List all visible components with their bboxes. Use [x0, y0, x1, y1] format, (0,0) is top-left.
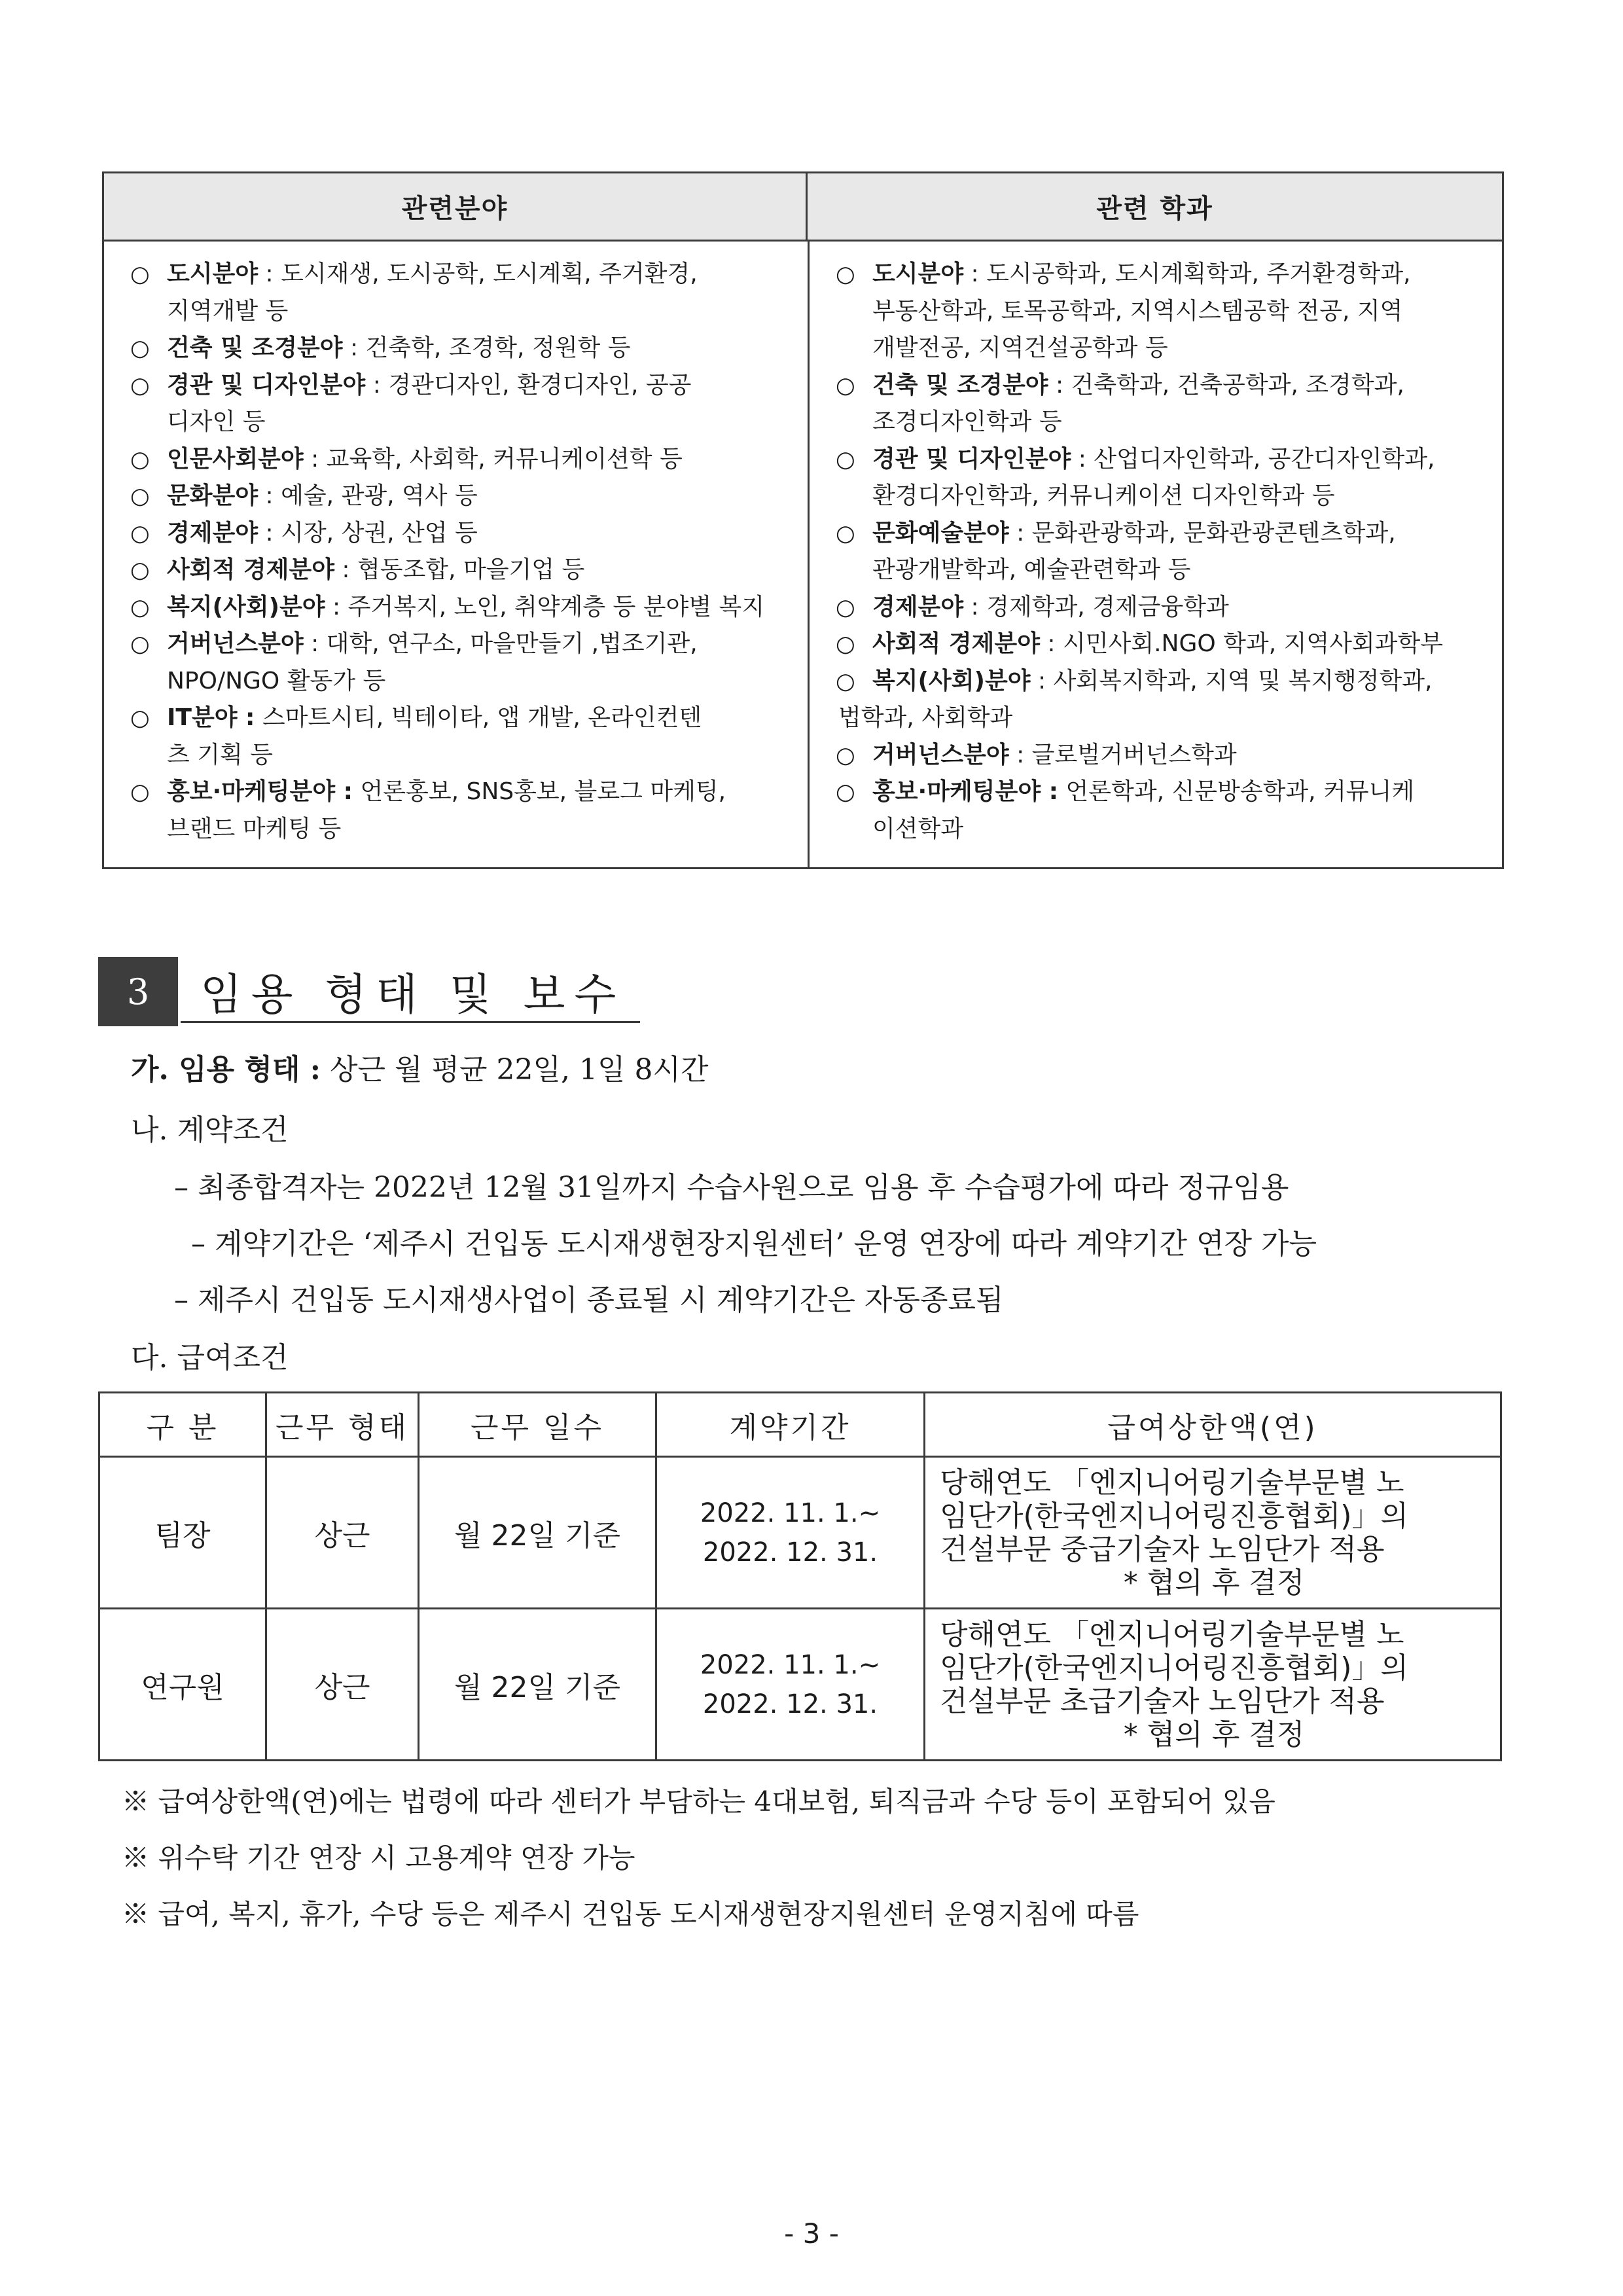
- salary-conditions-label: 다. 급여조건: [131, 1341, 289, 1374]
- employment-type-label: 가. 임용 형태 :: [131, 1053, 321, 1086]
- list-item: [829, 663, 1490, 737]
- field-description-continued: 조경디자인학과 등: [872, 408, 1062, 435]
- field-description: : 교육학, 사회학, 커뮤니케이션학 등: [303, 445, 683, 473]
- table-row: [99, 1457, 1501, 1609]
- section-number-badge: 3: [98, 957, 178, 1026]
- field-name: 도시분야: [167, 260, 259, 287]
- list-item: [829, 626, 1490, 663]
- departments-column: [829, 256, 1490, 848]
- period-end: 2022. 12. 31.: [702, 1689, 878, 1719]
- table-row: [99, 1609, 1501, 1761]
- employment-type-text: 상근 월 평균 22일, 1일 8시간: [321, 1053, 709, 1086]
- circle-bullet-icon: ○: [130, 557, 150, 583]
- work-days-cell: 월 22일 기준: [419, 1457, 656, 1609]
- field-description: 언론학과, 신문방송학과, 커뮤니케: [1058, 778, 1415, 805]
- field-description-continued: NPO/NGO 활동가 등: [167, 667, 386, 694]
- list-item: [124, 256, 791, 330]
- period-start: 2022. 11. 1.~: [700, 1649, 881, 1680]
- field-description-continued: 이션학과: [872, 815, 964, 842]
- field-description: : 문화관광학과, 문화관광콘텐츠학과,: [1008, 519, 1396, 547]
- field-name: 건축 및 조경분야: [872, 371, 1048, 399]
- note-contract-extension: ※ 위수탁 기간 연장 시 고용계약 연장 가능: [122, 1842, 635, 1874]
- list-item: [829, 774, 1490, 848]
- field-description: : 사회복지학과, 지역 및 복지행정학과,: [1030, 667, 1433, 694]
- period-end: 2022. 12. 31.: [702, 1537, 878, 1568]
- field-name: 복지(사회)분야: [167, 593, 325, 620]
- field-description-continued: 지역개발 등: [167, 297, 289, 325]
- field-name: 문화예술분야: [872, 519, 1009, 547]
- pay-note: * 협의 후 결정: [1123, 1566, 1305, 1600]
- list-item: [829, 367, 1490, 441]
- list-item: [124, 515, 791, 552]
- header-division: 구 분: [99, 1393, 266, 1457]
- division-cell: 팀장: [99, 1457, 266, 1609]
- period-start: 2022. 11. 1.~: [700, 1498, 881, 1528]
- list-item: [829, 441, 1490, 515]
- circle-bullet-icon: ○: [130, 335, 150, 361]
- contract-conditions-label: 나. 계약조건: [131, 1113, 289, 1147]
- circle-bullet-icon: ○: [130, 520, 150, 547]
- list-item: [124, 552, 791, 589]
- list-item: [124, 478, 791, 515]
- section-title: 임용 형태 및 보수: [200, 969, 626, 1020]
- field-description: 스마트시티, 빅테이타, 앱 개발, 온라인컨텐: [255, 704, 702, 731]
- max-salary-cell: [925, 1609, 1501, 1761]
- contract-period-cell: [656, 1457, 925, 1609]
- list-item: [829, 737, 1490, 774]
- field-description: : 도시재생, 도시공학, 도시계획, 주거환경,: [258, 260, 698, 287]
- header-contract-period: 계약기간: [656, 1393, 925, 1457]
- pay-line: 임단가(한국엔지니어링진흥협회)」의: [940, 1499, 1408, 1533]
- note-guidelines: ※ 급여, 복지, 휴가, 수당 등은 제주시 건입동 도시재생현장지원센터 운영지침에 따름: [122, 1898, 1139, 1930]
- pay-line: 당해연도 「엔지니어링기술부문별 노: [940, 1465, 1404, 1499]
- field-name: 경관 및 디자인분야: [167, 371, 366, 399]
- column-divider: [808, 242, 810, 867]
- field-name: 홍보·마케팅분야 :: [167, 778, 353, 805]
- circle-bullet-icon: ○: [836, 668, 855, 694]
- field-description-continued: 부동산학과, 토목공학과, 지역시스템공학 전공, 지역: [872, 297, 1403, 325]
- circle-bullet-icon: ○: [836, 742, 855, 768]
- circle-bullet-icon: ○: [130, 631, 150, 657]
- employment-type-line: [131, 1046, 708, 1088]
- field-name: 경관 및 디자인분야: [872, 445, 1071, 473]
- field-description: : 건축학, 조경학, 정원학 등: [342, 334, 631, 361]
- fields-column: [124, 256, 791, 848]
- circle-bullet-icon: ○: [836, 594, 855, 620]
- field-name: 인문사회분야: [167, 445, 304, 473]
- pay-line: 건설부문 초급기술자 노임단가 적용: [940, 1684, 1385, 1718]
- field-description-continued: 환경디자인학과, 커뮤니케이션 디자인학과 등: [872, 482, 1335, 509]
- note-insurance: ※ 급여상한액(연)에는 법령에 따라 센터가 부담하는 4대보험, 퇴직금과 수당 등이 포함되어 있음: [122, 1785, 1275, 1818]
- work-type-cell: 상근: [266, 1457, 419, 1609]
- circle-bullet-icon: ○: [836, 779, 855, 805]
- circle-bullet-icon: ○: [836, 631, 855, 657]
- field-name: 경제분야: [167, 519, 259, 547]
- field-description: : 협동조합, 마을기업 등: [334, 556, 585, 583]
- section-title-underline: [181, 1021, 640, 1023]
- contract-period-cell: [656, 1609, 925, 1761]
- list-item: [124, 589, 791, 626]
- list-item: [829, 589, 1490, 626]
- list-item: [124, 626, 791, 700]
- contract-line-2: – 계약기간은 ‘제주시 건입동 도시재생현장지원센터’ 운영 연장에 따라 계약기간 연장 가능: [191, 1227, 1317, 1261]
- contract-line-3: – 제주시 건입동 도시재생사업이 종료될 시 계약기간은 자동종료됨: [174, 1283, 1004, 1317]
- field-name: 도시분야: [872, 260, 964, 287]
- header-related-departments: 관련 학과: [808, 173, 1502, 242]
- field-description: : 주거복지, 노인, 취약계층 등 분야별 복지: [325, 593, 765, 620]
- salary-table: [98, 1391, 1502, 1761]
- division-cell: 연구원: [99, 1609, 266, 1761]
- list-item: [829, 256, 1490, 367]
- field-description: : 대학, 연구소, 마을만들기 ,법조기관,: [303, 630, 698, 657]
- circle-bullet-icon: ○: [130, 483, 150, 509]
- circle-bullet-icon: ○: [130, 779, 150, 805]
- field-description-continued: 개발전공, 지역건설공학과 등: [872, 334, 1168, 361]
- field-name: 경제분야: [872, 593, 964, 620]
- header-max-salary: 급여상한액(연): [925, 1393, 1501, 1457]
- field-description: : 글로벌거버넌스학과: [1008, 741, 1237, 768]
- field-description: : 산업디자인학과, 공간디자인학과,: [1071, 445, 1435, 473]
- fields-table: [102, 171, 1504, 869]
- list-item: [124, 441, 791, 478]
- field-name: 거버넌스분야: [167, 630, 304, 657]
- circle-bullet-icon: ○: [130, 705, 150, 731]
- work-days-cell: 월 22일 기준: [419, 1609, 656, 1761]
- field-description: : 예술, 관광, 역사 등: [258, 482, 478, 509]
- work-type-cell: 상근: [266, 1609, 419, 1761]
- field-description-continued: 디자인 등: [167, 408, 266, 435]
- pay-line: 건설부문 중급기술자 노임단가 적용: [940, 1532, 1385, 1566]
- circle-bullet-icon: ○: [130, 261, 150, 287]
- field-description: : 시민사회.NGO 학과, 지역사회과학부: [1039, 630, 1444, 657]
- list-item: [124, 700, 791, 774]
- header-related-fields: 관련분야: [104, 173, 808, 242]
- field-description: : 시장, 상권, 산업 등: [258, 519, 478, 547]
- contract-line-1: – 최종합격자는 2022년 12월 31일까지 수습사원으로 임용 후 수습평가에 따라 정규임용: [174, 1171, 1289, 1204]
- list-item: [829, 515, 1490, 589]
- circle-bullet-icon: ○: [130, 372, 150, 399]
- field-name: IT분야 :: [167, 704, 255, 731]
- field-name: 문화분야: [167, 482, 259, 509]
- field-name: 복지(사회)분야: [872, 667, 1031, 694]
- field-name: 홍보·마케팅분야 :: [872, 778, 1059, 805]
- field-description: : 경제학과, 경제금융학과: [963, 593, 1229, 620]
- pay-note: * 협의 후 결정: [1123, 1717, 1305, 1751]
- pay-line: 임단가(한국엔지니어링진흥협회)」의: [940, 1651, 1408, 1685]
- pay-line: 당해연도 「엔지니어링기술부문별 노: [940, 1617, 1404, 1651]
- salary-table-header-row: [99, 1393, 1501, 1457]
- max-salary-cell: [925, 1457, 1501, 1609]
- circle-bullet-icon: ○: [130, 446, 150, 473]
- list-item: [124, 367, 791, 441]
- field-description-continued: 브랜드 마케팅 등: [167, 815, 342, 842]
- field-description: : 건축학과, 건축공학과, 조경학과,: [1048, 371, 1404, 399]
- list-item: [124, 330, 791, 367]
- field-description-continued: 츠 기획 등: [167, 741, 273, 768]
- circle-bullet-icon: ○: [836, 446, 855, 473]
- field-description: : 도시공학과, 도시계획학과, 주거환경학과,: [963, 260, 1411, 287]
- field-name: 사회적 경제분야: [872, 630, 1040, 657]
- field-name: 사회적 경제분야: [167, 556, 334, 583]
- circle-bullet-icon: ○: [836, 261, 855, 287]
- field-description-continued: 법학과, 사회학과: [838, 704, 1013, 731]
- circle-bullet-icon: ○: [836, 520, 855, 547]
- field-description: 언론홍보, SNS홍보, 블로그 마케팅,: [353, 778, 726, 805]
- field-description-continued: 관광개발학과, 예술관련학과 등: [872, 556, 1191, 583]
- page-number: - 3 -: [784, 2217, 839, 2250]
- header-work-days: 근무 일수: [419, 1393, 656, 1457]
- header-work-type: 근무 형태: [266, 1393, 419, 1457]
- field-description: : 경관디자인, 환경디자인, 공공: [365, 371, 692, 399]
- list-item: [124, 774, 791, 848]
- circle-bullet-icon: ○: [130, 594, 150, 620]
- circle-bullet-icon: ○: [836, 372, 855, 399]
- field-name: 거버넌스분야: [872, 741, 1009, 768]
- field-name: 건축 및 조경분야: [167, 334, 343, 361]
